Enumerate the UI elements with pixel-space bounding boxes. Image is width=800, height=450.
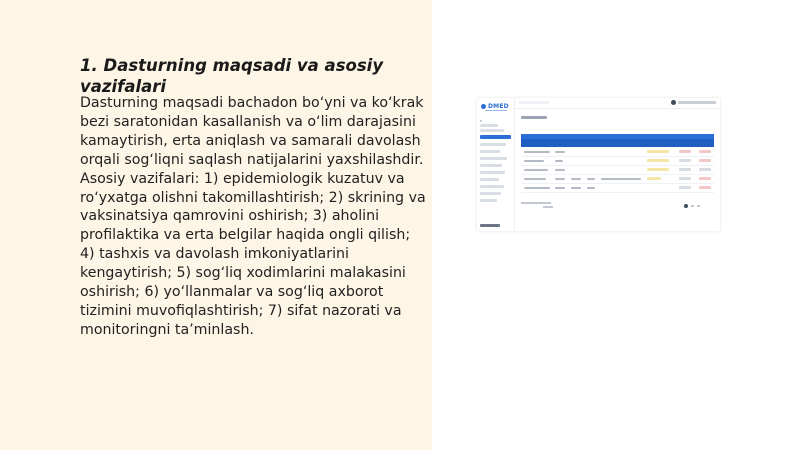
screenshot-sidebar [477, 98, 515, 231]
slide-title: 1. Dasturning maqsadi va asosiy vazifalari [80, 56, 384, 96]
nav-item [480, 185, 504, 188]
nav-item [480, 199, 497, 202]
slide-body-text: Dasturning maqsadi bachadon bo‘yni va ko‘krak bezi saratonidan kasallanish va o‘lim darajasini kamaytirish, erta aniqlash va samarali davolash orqali sog‘liqni saqlash natijalarini yaxshilashdir. Asosiy vazifalari: 1) epidemiologik kuzatuv va ro‘yxatga olishni takomillashtirish; 2) skrining va vaksinatsiya qamrovini oshirish; 3) aholini profilaktika va erta belgilar haqida ongli qilish; 4) tashxis va davolash imkoniyatlarini kengaytirish; 5) sog‘liq xodimlarini malakasini oshirish; 6) yo‘llanmalar va sog‘liq axborot tizimini muvofiqlashtirish; 7) sifat nazorati va monitoringni ta’minlash. [80, 95, 426, 338]
nav-item-icon [480, 120, 482, 122]
logo-mark-icon [481, 104, 486, 109]
screenshot-page-title [521, 116, 547, 119]
logo-subtitle [485, 110, 507, 111]
nav-item [480, 129, 504, 132]
nav-item [480, 157, 507, 160]
pagination-current [684, 204, 688, 208]
avatar [671, 100, 676, 105]
table-row [521, 175, 714, 184]
nav-item [480, 171, 505, 174]
user-name [678, 101, 716, 104]
table-footer-info [543, 206, 553, 208]
search-input [519, 101, 549, 104]
nav-item [480, 150, 500, 153]
nav-item [480, 164, 502, 167]
nav-item-active [480, 135, 511, 139]
sidebar-footer [480, 224, 500, 227]
nav-item [480, 143, 506, 146]
table-footer-info [521, 202, 551, 204]
screenshot-topbar [515, 98, 720, 109]
nav-item [480, 178, 499, 181]
nav-item [480, 124, 498, 127]
nav-item [480, 192, 501, 195]
pagination-item [697, 205, 700, 207]
table-row [521, 148, 714, 157]
table-header [521, 139, 714, 147]
table-row [521, 157, 714, 166]
logo-wordmark: DMED [488, 102, 509, 110]
table-row [521, 166, 714, 175]
screenshot-logo [481, 102, 509, 110]
table-row [521, 184, 714, 193]
screenshot-table [521, 134, 714, 198]
app-screenshot-thumbnail [477, 98, 720, 231]
pagination-item [691, 205, 694, 207]
